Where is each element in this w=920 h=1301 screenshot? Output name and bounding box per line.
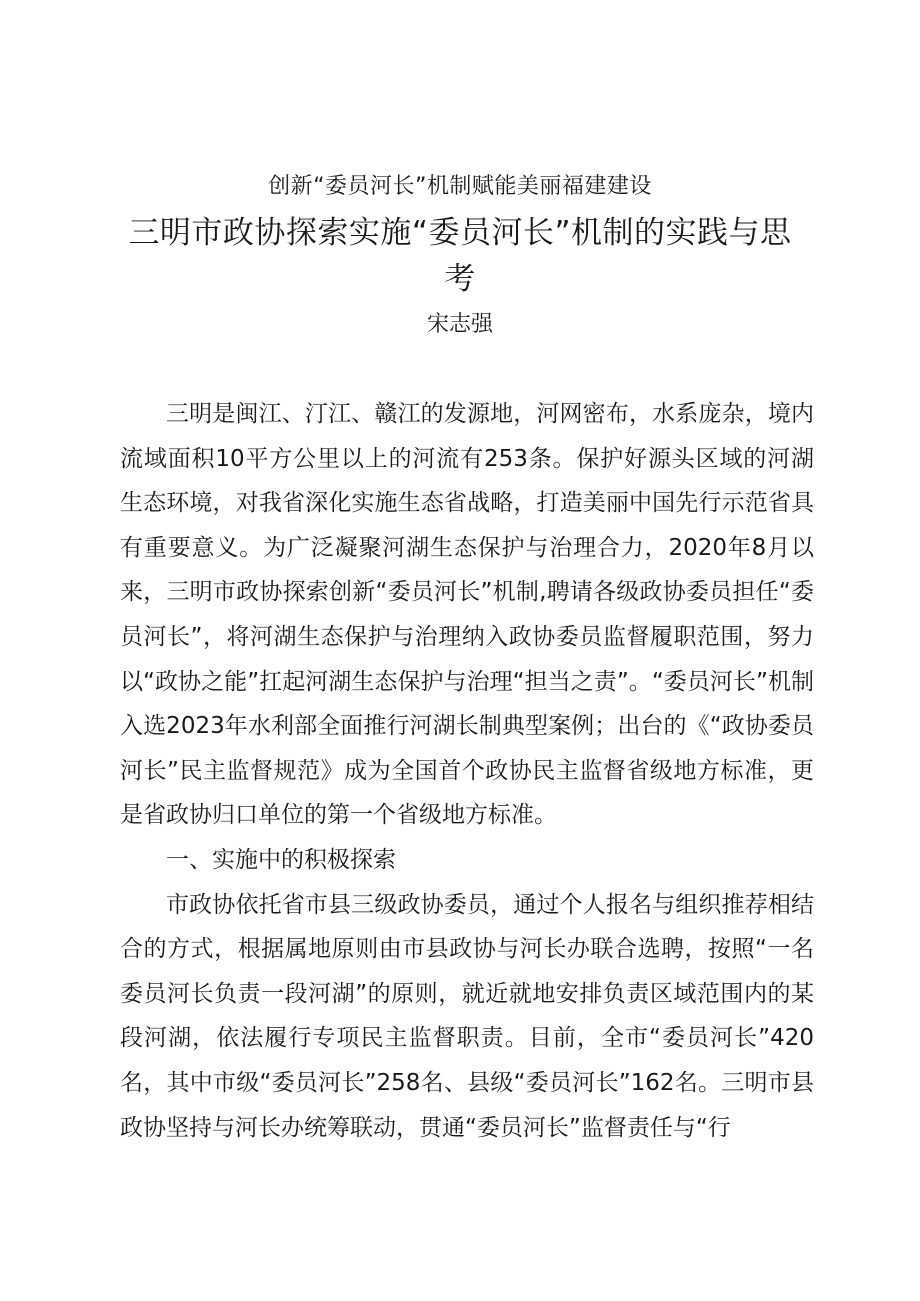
document-body — [120, 392, 814, 1150]
paragraph-section-1: 市政协依托省市县三级政协委员，通过个人报名与组织推荐相结合的方式，根据属地原则由市县政协与河长办联合选聘，按照“一名委员河长负责一段河湖”的原则，就近就地安排负责区域范围内的某段河湖，依法履行专项民主监督职责。目前，全市“委员河长”420名，其中市级“委员河长”258名、县级“委员河长”162名。三明市县政协坚持与河长办统筹联动，贯通“委员河长”监督责任与“行 — [120, 891, 814, 1141]
document-author: 宋志强 — [426, 312, 493, 337]
document-subtitle: 创新“委员河长”机制赋能美丽福建建设 — [268, 174, 652, 199]
section-heading-1: 一、实施中的积极探索 — [166, 846, 396, 873]
document-title: 三明市政协探索实施“委员河长”机制的实践与思考 — [128, 215, 792, 297]
paragraph-intro: 三明是闽江、汀江、赣江的发源地，河网密布，水系庞杂，境内流域面积10平方公里以上的河流有253条。保护好源头区域的河湖生态环境，对我省深化实施生态省战略，打造美丽中国先行示范省具有重要意义。为广泛凝聚河湖生态保护与治理合力，2020年8月以来，三明市政协探索创新“委员河长”机制,聘请各级政协委员担任“委员河长”，将河湖生态保护与治理纳入政协委员监督履职范围，努力以“政协之能”扛起河湖生态保护与治理“担当之责”。“委员河长”机制入选2023年水利部全面推行河湖长制典型案例；出台的《“政协委员河长”民主监督规范》成为全国首个政协民主监督省级地方标准，更是省政协归口单位的第一个省级地方标准。 — [120, 401, 814, 829]
